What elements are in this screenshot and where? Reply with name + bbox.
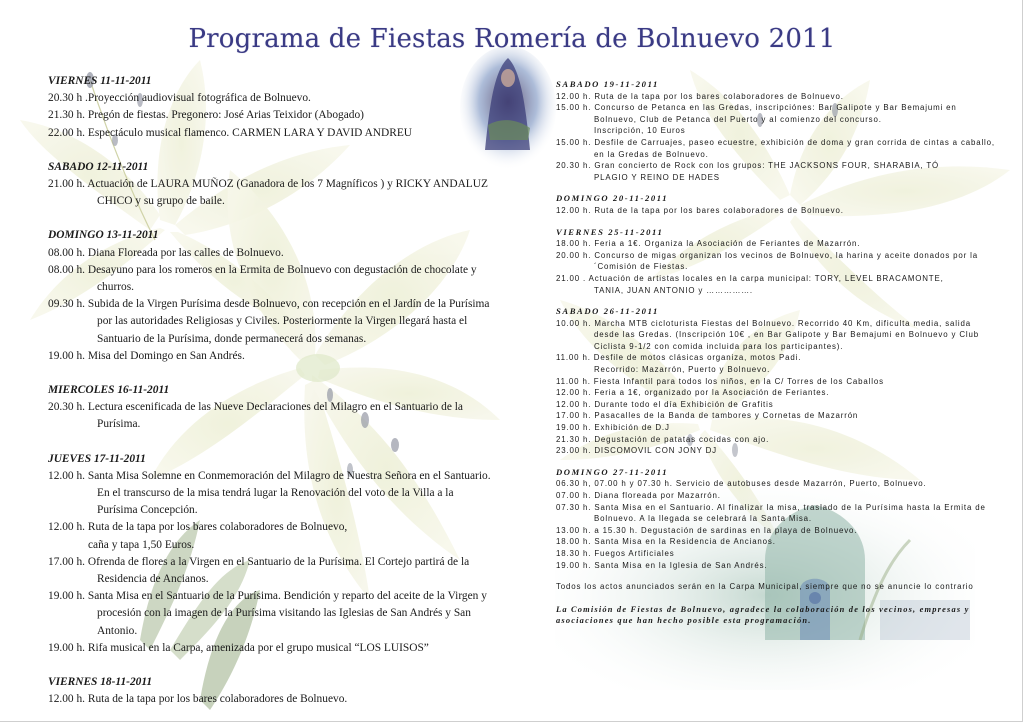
event-item: 22.00 h. Espectáculo musical flamenco. CARMEN LARA Y DAVID ANDREU [48, 126, 413, 139]
event-item-continuation: Inscripción, 10 Euros [594, 126, 686, 136]
event-item: 12.00 h. Ruta de la tapa por los bares colaboradores de Bolnuevo. [556, 91, 844, 101]
event-item-continuation: Santuario de la Purísima, donde permanecerá dos semanas. [97, 332, 367, 345]
event-item: 18.00 h. Santa Misa en la Residencia de Ancianos. [556, 537, 776, 547]
event-item: 12.00 h. Durante todo el día Exhibición de Grafitis [556, 399, 774, 409]
event-item: 18.00 h. Feria a 1€. Organiza la Asociación de Feriantes de Mazarrón. [556, 239, 861, 249]
day-section [556, 467, 996, 571]
day-section [556, 193, 996, 216]
event-item: 21.00 h. Actuación de LAURA MUÑOZ (Ganadora de los 7 Magníficos ) y RICKY ANDALUZ [48, 178, 488, 191]
event-item: 12.00 h. Ruta de la tapa por los bares colaboradores de Bolnuevo, [48, 521, 348, 534]
event-item: 17.00 h. Pasacalles de la Banda de tambores y Cornetas de Mazarrón [556, 411, 859, 421]
day-heading: DOMINGO 27-11-2011 [556, 466, 669, 477]
thanks-note: La Comisión de Fiestas de Bolnuevo, agradece la colaboración de los vecinos, empresas y asociaciones que han hecho posible esta programación. [556, 604, 970, 626]
event-item-continuation: Bolnuevo. A la llegada se celebrará la Santa Misa. [594, 514, 812, 524]
event-item-continuation: TANIA, JUAN ANTONIO y ……………. [594, 285, 753, 295]
page-title: Programa de Fiestas Romería de Bolnuevo 2011 [188, 24, 836, 54]
event-item: 15.00 h. Desfile de Carruajes, paseo ecuestre, exhibición de doma y gran corrida de cintas a caballo, [556, 137, 995, 147]
day-section [48, 382, 498, 434]
event-item-continuation: Antonio. [97, 624, 138, 637]
day-heading: VIERNES 11-11-2011 [48, 75, 152, 87]
event-item-continuation: Bolnuevo, Club de Petanca del Puerto y al comienzo del concurso. [594, 114, 882, 124]
event-item-continuation: desde las Gredas. (Inscripción 10€ , en Bar Galipote y Bar Bemajumi en Bolnuevo y Club [594, 330, 979, 340]
day-section [48, 73, 498, 142]
event-item-continuation: PLAGIO Y REINO DE HADES [594, 172, 720, 182]
event-item: 12.00 h. Santa Misa Solemne en Conmemoración del Milagro de Nuestra Señora en el Santuario. [48, 469, 491, 482]
day-heading: DOMINGO 20-11-2011 [556, 193, 669, 204]
day-heading: MIERCOLES 16-11-2011 [48, 384, 170, 397]
day-heading: DOMINGO 13-11-2011 [48, 229, 159, 242]
venue-note: Todos los actos anunciados serán en la Carpa Municipal, siempre que no se anuncie lo contrario [556, 582, 974, 592]
event-item: 20.00 h. Concurso de migas organizan los vecinos de Bolnuevo, la harina y aceite donados por la [556, 250, 979, 260]
event-item: 15.00 h. Concurso de Petanca en las Gredas, inscripciónes: Bar Galipote y Bar Bemajumi en [556, 103, 957, 113]
event-item: 21.30 h. Degustación de patatas cocidas con ajo. [556, 434, 770, 444]
event-item-continuation: por las autoridades Religiosas y Civiles. Posteriormente la Virgen llegará hasta el [97, 315, 468, 328]
day-section [556, 306, 996, 457]
event-item: 18.30 h. Fuegos Artificiales [556, 548, 675, 558]
event-item: 09.30 h. Subida de la Virgen Purísima desde Bolnuevo, con recepción en el Jardín de la Purísima [48, 298, 490, 311]
event-item: 23.00 h. DISCOMOVIL CON JONY DJ [556, 446, 717, 456]
event-item-continuation: en la Gredas de Bolnuevo. [594, 149, 709, 159]
event-item-continuation: CHICO y su grupo de baile. [97, 195, 225, 208]
day-section [48, 227, 498, 365]
day-section [556, 227, 996, 297]
event-item-continuation: caña y tapa 1,50 Euros. [88, 538, 195, 551]
event-item: 07.30 h. Santa Misa en el Santuario. Al finalizar la misa, traslado de la Purísima hasta la Ermita de [556, 502, 986, 512]
day-section [48, 674, 498, 708]
day-section [48, 451, 498, 657]
program-right-column [556, 79, 996, 635]
event-item-continuation: Purísima Concepción. [97, 504, 198, 517]
event-item: 12.00 h. Feria a 1€, organizado por la Asociación de Feriantes. [556, 388, 830, 398]
event-item: 20.30 h .Proyección audiovisual fotográfica de Bolnuevo. [48, 92, 311, 105]
day-section [556, 79, 996, 183]
event-item-continuation: En el transcurso de la misa tendrá lugar la Renovación del voto de la Villa a la [97, 487, 454, 500]
day-heading: VIERNES 25-11-2011 [556, 226, 664, 237]
event-item-continuation: Recorrido: Mazarrón, Puerto y Bolnuevo. [594, 365, 771, 375]
event-item-continuation: ´Comisión de Fiestas. [594, 262, 689, 272]
event-item: 10.00 h. Marcha MTB cicloturista Fiestas del Bolnuevo. Recorrido 40 Km, dificulta media, salida [556, 318, 971, 328]
day-heading: SABADO 26-11-2011 [556, 306, 659, 317]
day-heading: SABADO 19-11-2011 [556, 79, 659, 89]
event-item: 19.00 h. Exhibición de D.J [556, 423, 670, 433]
event-item: 12.00 h. Ruta de la tapa por los bares colaboradores de Bolnuevo. [48, 693, 348, 706]
day-section [48, 159, 498, 211]
event-item-continuation: churros. [97, 281, 135, 294]
event-item: 20.30 h. Gran concierto de Rock con los grupos: THE JACKSONS FOUR, SHARABIA, TÓ [556, 161, 940, 171]
event-item: 07.00 h. Diana floreada por Mazarrón. [556, 491, 721, 500]
event-item-continuation: Purísima. [97, 418, 141, 431]
event-item: 19.00 h. Misa del Domingo en San Andrés. [48, 349, 245, 362]
event-item-continuation: procesión con la imagen de la Purísima visitando las Iglesias de San Andrés y San [97, 607, 471, 620]
event-item: 20.30 h. Lectura escenificada de las Nueve Declaraciones del Milagro en el Santuario de la [48, 401, 463, 414]
event-item: 06.30 h, 07.00 h y 07.30 h. Servicio de autobuses desde Mazarrón, Puerto, Bolnuevo. [556, 479, 927, 489]
event-item: 11.00 h. Fiesta Infantil para todos los niños, en la C/ Torres de los Caballos [556, 376, 884, 386]
day-heading: SABADO 12-11-2011 [48, 160, 149, 173]
program-left-column [48, 73, 498, 722]
event-item: 21.30 h. Pregón de fiestas. Pregonero: José Arias Teixidor (Abogado) [48, 109, 364, 122]
event-item: 19.00 h. Santa Misa en el Santuario de la Purísima. Bendición y reparto del aceite de la Virgen y [48, 590, 487, 603]
event-item: 17.00 h. Ofrenda de flores a la Virgen en el Santuario de la Purísima. El Cortejo partirá de la [48, 555, 470, 568]
day-heading: JUEVES 17-11-2011 [48, 452, 146, 465]
event-item: 08.00 h. Desayuno para los romeros en la Ermita de Bolnuevo con degustación de chocolate y [48, 263, 477, 276]
event-item: 08.00 h. Diana Floreada por las calles de Bolnuevo. [48, 246, 284, 259]
event-item: 13.00 h. a 15.30 h. Degustación de sardinas en la playa de Bolnuevo. [556, 525, 858, 535]
event-item: 19.00 h. Santa Misa en la Iglesia de San Andrés. [556, 560, 768, 570]
day-heading: VIERNES 18-11-2011 [48, 676, 153, 689]
event-item: 12.00 h. Ruta de la tapa por los bares colaboradores de Bolnuevo. [556, 205, 844, 215]
event-item-continuation: Ciclista 9-1/2 con comida incluida para los participantes). [594, 341, 844, 351]
event-item: 19.00 h. Rifa musical en la Carpa, amenizada por el grupo musical “LOS LUISOS” [48, 641, 429, 654]
event-item: 21.00 . Actuación de artistas locales en la carpa municipal: TORY, LEVEL BRACAMONTE, [556, 273, 944, 283]
event-item: 11.00 h. Desfile de motos clásicas organiza, motos Padi. [556, 353, 802, 363]
event-item-continuation: Residencia de Ancianos. [97, 573, 209, 586]
